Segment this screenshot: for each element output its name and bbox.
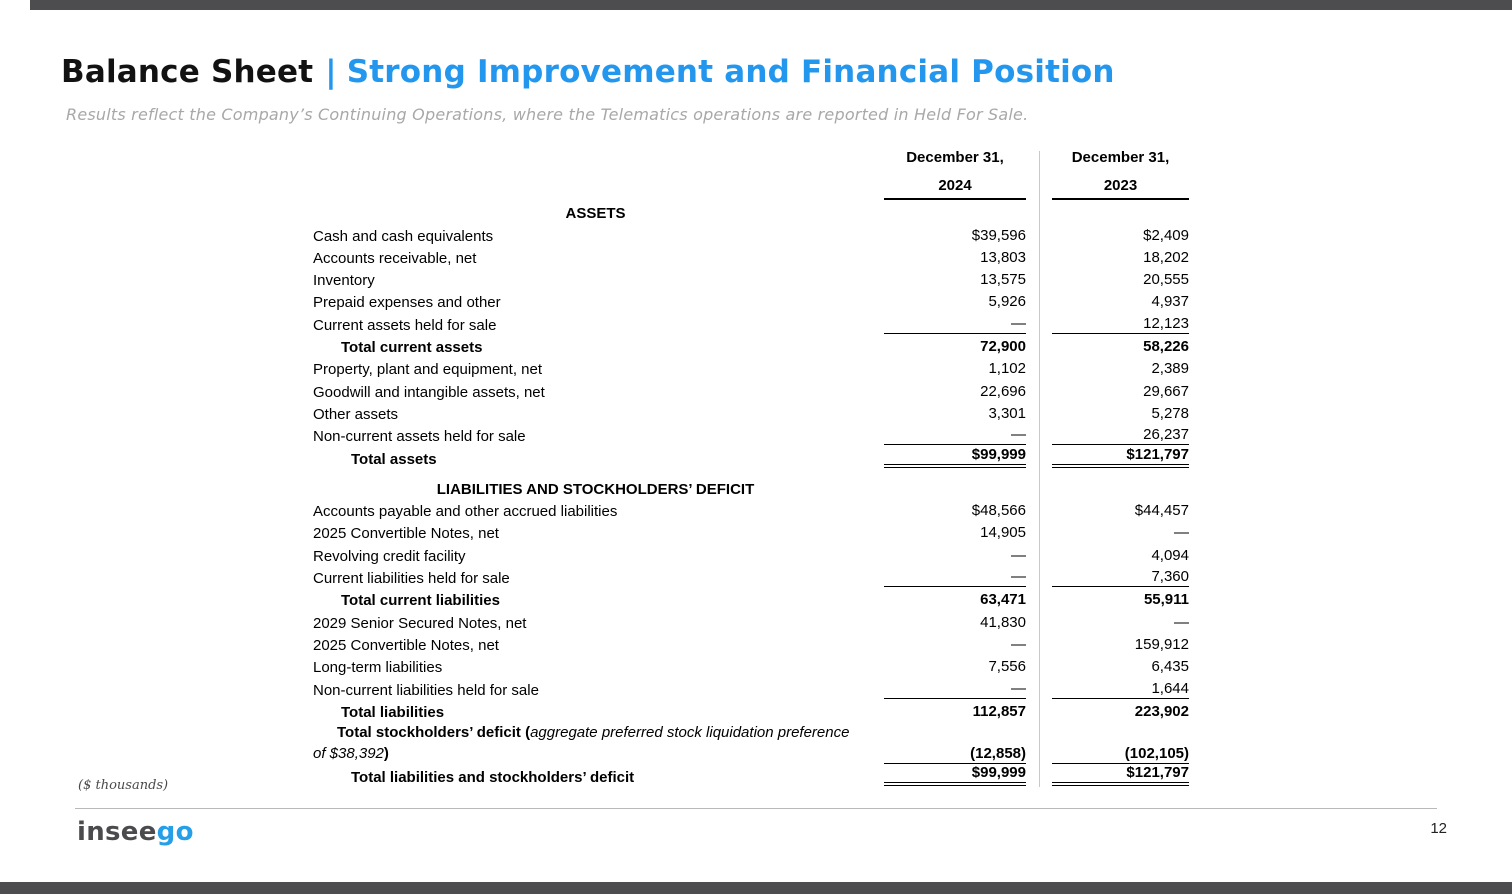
table-row (313, 565, 1189, 587)
value-2023: $2,409 (1143, 226, 1189, 244)
row-label: Current assets held for sale (313, 316, 497, 334)
table-row (313, 699, 1189, 721)
table-row (313, 520, 1189, 542)
value-2024: 13,575 (980, 271, 1026, 289)
column-gap (1026, 143, 1052, 200)
row-label: Prepaid expenses and other (313, 294, 501, 312)
value-2023: 12,123 (1052, 315, 1189, 334)
empty-cell (1052, 221, 1189, 222)
value-2024: 22,696 (980, 382, 1026, 400)
row-label: Long-term liabilities (313, 659, 443, 677)
column-header-2023 (1052, 143, 1189, 200)
value-2024: $99,999 (884, 446, 1026, 468)
table-row (313, 632, 1189, 654)
subtitle: Results reflect the Company’s Continuing Operations, where the Telematics operations are reported in Held For Sale. (66, 105, 1029, 124)
section-header: LIABILITIES AND STOCKHOLDERS’ DEFICIT (436, 480, 755, 498)
value-2024: $39,596 (971, 226, 1026, 244)
value-2024: 41,830 (980, 613, 1026, 631)
value-2023: — (1174, 613, 1189, 631)
table-row (313, 401, 1189, 423)
section-header: ASSETS (565, 205, 626, 223)
row-label: Goodwill and intangible assets, net (313, 383, 545, 401)
column-divider (1039, 151, 1040, 787)
value-2023: 1,644 (1052, 680, 1189, 699)
value-2023: 4,094 (1151, 546, 1189, 564)
value-2024: 112,857 (972, 702, 1026, 720)
section-header-row (313, 200, 1189, 222)
column-header-year: 2023 (1103, 177, 1138, 194)
value-2024: 3,301 (988, 404, 1026, 422)
value-2023: 58,226 (1143, 338, 1189, 356)
value-2024: — (884, 426, 1026, 445)
table-header (313, 143, 1189, 200)
title-separator: | (325, 54, 337, 90)
table-row (313, 587, 1189, 609)
value-2024: 72,900 (980, 338, 1026, 356)
empty-cell (1052, 497, 1189, 498)
value-2024: $48,566 (971, 502, 1026, 520)
row-label: Non-current liabilities held for sale (313, 681, 539, 699)
value-2023: 4,937 (1151, 293, 1189, 311)
value-2024: — (1011, 546, 1026, 564)
table-row (313, 334, 1189, 356)
row-label-italic-part: aggregate preferred stock liquidation preference of $38,392 (313, 723, 850, 762)
row-label: Accounts payable and other accrued liabilities (313, 503, 618, 521)
value-2024: 14,905 (980, 524, 1026, 542)
section-header-row (313, 476, 1189, 498)
value-2024: 1,102 (988, 360, 1026, 378)
row-label: 2025 Convertible Notes, net (313, 636, 499, 654)
page-number: 12 (1430, 820, 1447, 837)
column-header-2024 (884, 143, 1026, 200)
table-row (313, 356, 1189, 378)
value-2023: 5,278 (1151, 404, 1189, 422)
value-2023: $44,457 (1134, 502, 1189, 520)
column-header-date: December 31, (1071, 149, 1170, 166)
value-2024: $99,999 (884, 764, 1026, 786)
row-label (313, 722, 884, 764)
value-2024: — (884, 315, 1026, 334)
row-label-part: Total stockholders’ deficit ( (337, 723, 531, 741)
table-row (313, 498, 1189, 520)
logo-text-dark: insee (77, 817, 157, 847)
row-label: Other assets (313, 405, 399, 423)
table-row (313, 445, 1189, 467)
table-row (313, 222, 1189, 244)
value-2024: — (1011, 635, 1026, 653)
value-2023: 26,237 (1052, 426, 1189, 445)
value-2023: 223,902 (1134, 702, 1189, 720)
value-2023: 6,435 (1151, 658, 1189, 676)
value-2023: 20,555 (1143, 271, 1189, 289)
value-2024: 7,556 (988, 658, 1026, 676)
empty-cell (884, 497, 1026, 498)
value-2024: 5,926 (988, 293, 1026, 311)
row-label: 2025 Convertible Notes, net (313, 525, 499, 543)
value-2023: $121,797 (1052, 764, 1189, 786)
row-label: Cash and cash equivalents (313, 227, 494, 245)
table-row (313, 654, 1189, 676)
table-row (313, 311, 1189, 333)
empty-cell (884, 221, 1026, 222)
table-row (313, 423, 1189, 445)
column-header-date: December 31, (906, 149, 1004, 166)
inseego-logo (77, 817, 194, 847)
value-2024: — (884, 680, 1026, 699)
value-2023: 7,360 (1052, 568, 1189, 587)
value-2024: (12,858) (884, 745, 1026, 764)
row-label: Inventory (313, 272, 375, 290)
table-row (313, 245, 1189, 267)
value-2023: — (1174, 524, 1189, 542)
value-2024: — (884, 568, 1026, 587)
column-header-year: 2024 (938, 177, 972, 194)
table-row (313, 676, 1189, 698)
value-2023: 2,389 (1151, 360, 1189, 378)
table-row (313, 267, 1189, 289)
row-label: 2029 Senior Secured Notes, net (313, 614, 527, 632)
top-accent-bar (30, 0, 1512, 10)
row-label: Total assets (351, 450, 437, 468)
value-2023: $121,797 (1052, 446, 1189, 468)
bottom-accent-bar (0, 882, 1512, 894)
value-2024: 63,471 (980, 591, 1026, 609)
table-body (313, 200, 1189, 786)
row-label: Current liabilities held for sale (313, 570, 510, 588)
value-2023: 159,912 (1134, 635, 1189, 653)
row-label: Accounts receivable, net (313, 249, 477, 267)
value-2024: 13,803 (980, 248, 1026, 266)
page-title (61, 54, 1115, 90)
row-label: Non-current assets held for sale (313, 428, 526, 446)
value-2023: (102,105) (1052, 745, 1189, 764)
row-label: Revolving credit facility (313, 547, 466, 565)
footnote: ($ thousands) (78, 778, 169, 793)
table-row (313, 542, 1189, 564)
row-label: Total current liabilities (341, 592, 500, 610)
balance-sheet-table (313, 143, 1189, 795)
table-row (313, 289, 1189, 311)
footer-divider (75, 808, 1437, 809)
table-row (313, 764, 1189, 786)
logo-text-blue: go (156, 817, 194, 847)
table-row (313, 609, 1189, 631)
table-row (313, 721, 1189, 764)
title-accent: Strong Improvement and Financial Position (346, 54, 1115, 90)
row-label: Property, plant and equipment, net (313, 361, 543, 379)
row-label: Total liabilities and stockholders’ deficit (351, 769, 635, 787)
row-label-part: ) (383, 744, 389, 762)
value-2023: 18,202 (1143, 248, 1189, 266)
row-label: Total liabilities (341, 703, 445, 721)
table-row (313, 378, 1189, 400)
value-2023: 29,667 (1143, 382, 1189, 400)
title-main: Balance Sheet (61, 54, 314, 90)
header-label-spacer (313, 143, 884, 200)
value-2023: 55,911 (1143, 591, 1189, 609)
row-label: Total current assets (341, 339, 483, 357)
